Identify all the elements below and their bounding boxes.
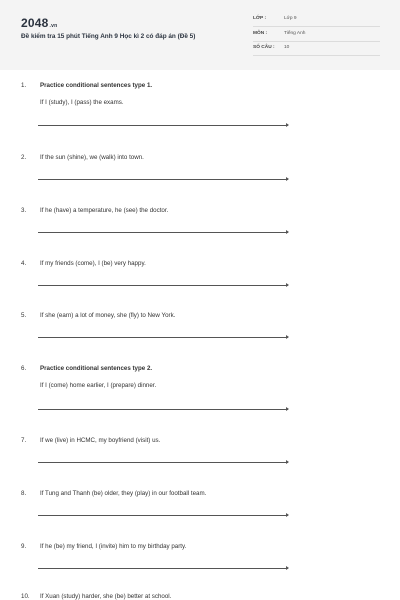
question-text: If he (have) a temperature, he (see) the doctor. bbox=[40, 207, 169, 214]
answer-line[interactable] bbox=[38, 462, 288, 463]
question-number: 1. bbox=[21, 82, 27, 89]
meta-value: 10 bbox=[284, 45, 290, 50]
meta-value: Lớp 9 bbox=[284, 16, 297, 21]
question-text: If my friends (come), I (be) very happy. bbox=[40, 260, 146, 267]
question-heading: Practice conditional sentences type 2. bbox=[40, 365, 153, 372]
question-number: 9. bbox=[21, 543, 27, 550]
meta-value: Tiếng Anh bbox=[284, 31, 306, 36]
question-text: If he (be) my friend, I (invite) him to my birthday party. bbox=[40, 543, 187, 550]
question-number: 7. bbox=[21, 437, 27, 444]
document-title: Đề kiểm tra 15 phút Tiếng Anh 9 Học kì 2 có đáp án (Đề 5) bbox=[21, 33, 196, 40]
answer-line[interactable] bbox=[38, 568, 288, 569]
question-item bbox=[21, 365, 381, 413]
meta-key: LỚP : bbox=[253, 16, 267, 21]
question-number: 10. bbox=[21, 593, 30, 600]
question-number: 4. bbox=[21, 260, 27, 267]
question-number: 5. bbox=[21, 312, 27, 319]
meta-key: SỐ CÂU : bbox=[253, 45, 275, 50]
answer-line[interactable] bbox=[38, 179, 288, 180]
question-item bbox=[21, 82, 381, 130]
question-item bbox=[21, 207, 381, 237]
question-text: If Xuan (study) harder, she (be) better at school. bbox=[40, 593, 172, 600]
question-item bbox=[21, 312, 381, 342]
site-logo[interactable] bbox=[21, 16, 57, 30]
question-item bbox=[21, 490, 381, 520]
meta-row-question-count bbox=[253, 44, 380, 56]
meta-key: MÔN : bbox=[253, 31, 268, 36]
question-number: 6. bbox=[21, 365, 27, 372]
answer-line[interactable] bbox=[38, 285, 288, 286]
question-item bbox=[21, 260, 381, 290]
answer-line[interactable] bbox=[38, 125, 288, 126]
question-text: If I (come) home earlier, I (prepare) dinner. bbox=[40, 382, 157, 389]
question-text: If I (study), I (pass) the exams. bbox=[40, 99, 124, 106]
meta-row-subject bbox=[253, 30, 380, 42]
logo-text: 2048 bbox=[21, 16, 49, 30]
question-number: 8. bbox=[21, 490, 27, 497]
question-item bbox=[21, 154, 381, 184]
question-item bbox=[21, 543, 381, 573]
question-heading: Practice conditional sentences type 1. bbox=[40, 82, 153, 89]
page-header bbox=[0, 0, 400, 70]
question-text: If we (live) in HCMC, my boyfriend (visit) us. bbox=[40, 437, 161, 444]
question-item bbox=[21, 437, 381, 467]
answer-line[interactable] bbox=[38, 409, 288, 410]
question-item bbox=[21, 593, 381, 600]
answer-line[interactable] bbox=[38, 232, 288, 233]
answer-line[interactable] bbox=[38, 337, 288, 338]
logo-suffix: .vn bbox=[49, 23, 58, 29]
question-number: 3. bbox=[21, 207, 27, 214]
answer-line[interactable] bbox=[38, 515, 288, 516]
question-number: 2. bbox=[21, 154, 27, 161]
question-text: If the sun (shine), we (walk) into town. bbox=[40, 154, 144, 161]
question-text: If she (earn) a lot of money, she (fly) to New York. bbox=[40, 312, 176, 319]
question-text: If Tung and Thanh (be) older, they (play) in our football team. bbox=[40, 490, 207, 497]
meta-row-class bbox=[253, 15, 380, 27]
